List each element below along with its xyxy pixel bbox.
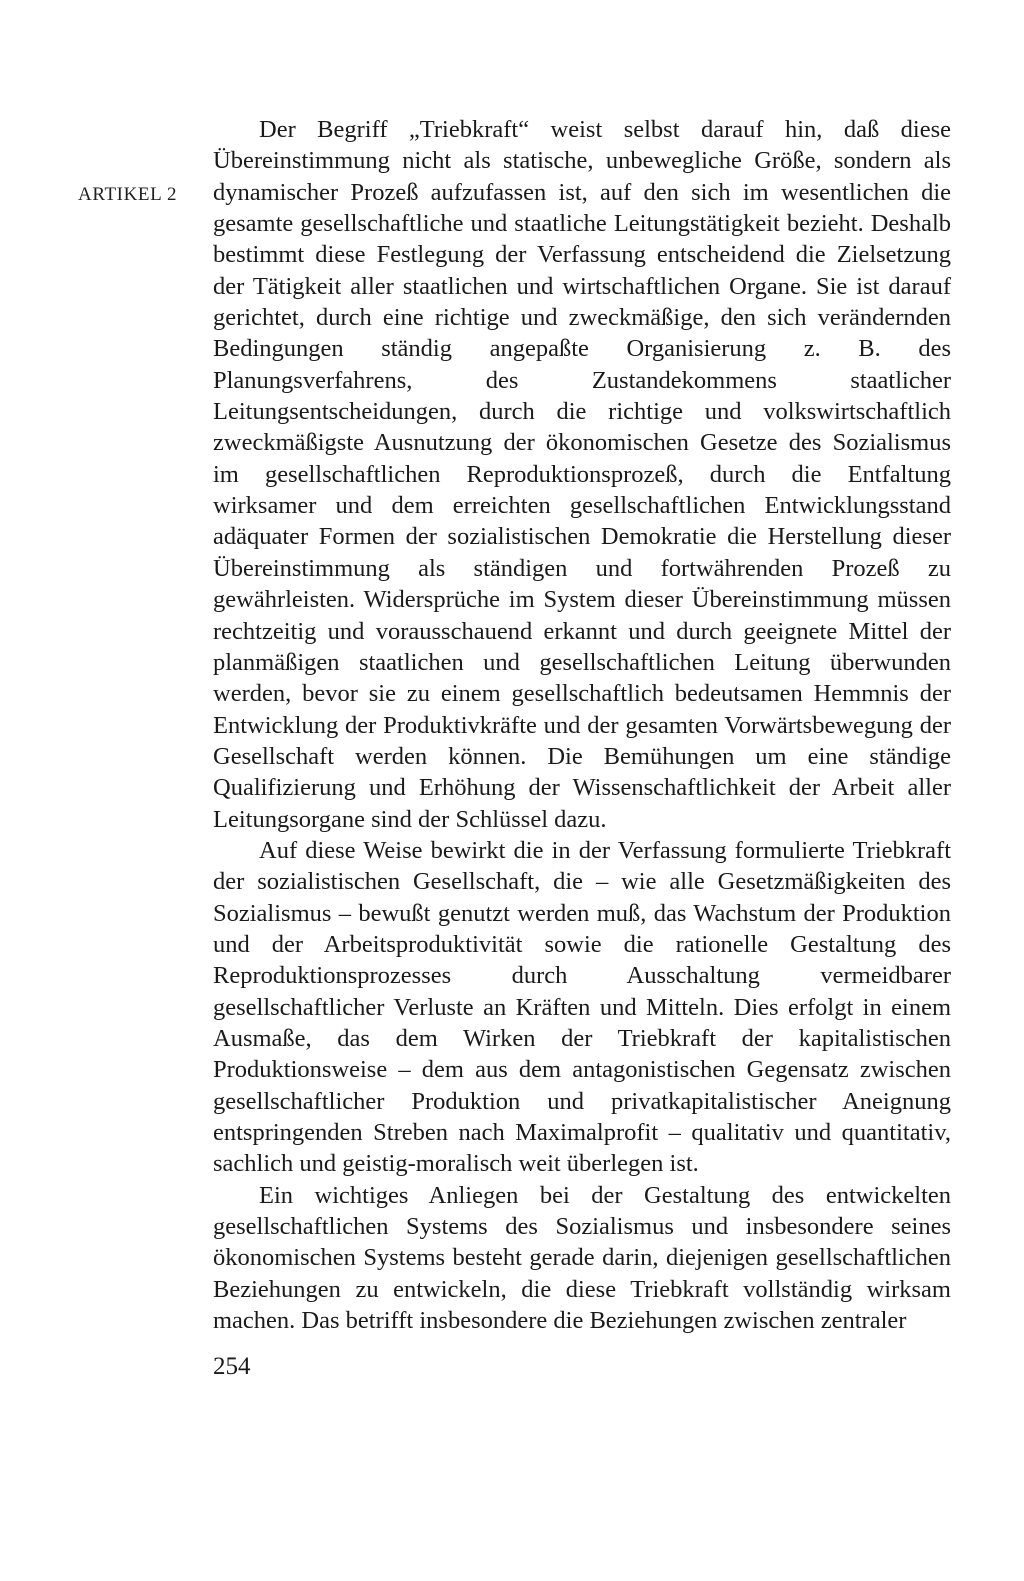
paragraph-3: Ein wichtiges Anliegen bei der Gestaltung des entwickelten gesellschaftlichen Systems des Sozialismus und insbesondere seines ökonomischen Systems besteht gerade darin, diejenigen gesellschaftlichen Beziehungen zu entwickeln, die diese Triebkraft vollständig wirksam machen. Das betrifft insbesondere die Beziehungen zwischen zentraler [213,1181,951,1335]
margin-note-article: ARTIKEL 2 [78,184,178,205]
paragraph-2: Auf diese Weise bewirkt die in der Verfassung formulierte Triebkraft der sozialistischen Gesellschaft, die – wie alle Gesetzmäßigkeiten des Sozialismus – bewußt genutzt werden muß, das Wachstum der Produktion und der Arbeitsproduktivität sowie die rationelle Gestaltung des Reproduktionsprozesses durch Ausschaltung vermeidbarer gesellschaftlicher Verluste an Kräften und Mitteln. Dies erfolgt in einem Ausmaße, das dem Wirken der Triebkraft der kapitalistischen Produktionsweise – dem aus dem antagonistischen Gegensatz zwischen gesellschaftlicher Produktion und privatkapitalistischer Aneignung entspringenden Streben nach Maximalprofit – qualitativ und quantitativ, sachlich und geistig-moralisch weit überlegen ist. [213,836,951,1178]
page-number: 254 [213,1353,251,1380]
paragraph-1: Der Begriff „Triebkraft“ weist selbst darauf hin, daß diese Übereinstimmung nicht als statische, unbewegliche Größe, sondern als dynamischer Prozeß aufzufassen ist, auf den sich im wesentlichen die gesamte gesellschaftliche und staatliche Leitungstätigkeit bezieht. Deshalb bestimmt diese Festlegung der Verfassung entscheidend die Zielsetzung der Tätigkeit aller staatlichen und wirtschaftlichen Organe. Sie ist darauf gerichtet, durch eine richtige und zweckmäßige, den sich verändernden Bedingungen ständig angepaßte Organisierung z. B. des Planungsverfahrens, des Zustandekommens staatlicher Leitungsentscheidungen, durch die richtige und volkswirtschaftlich zweckmäßigste Ausnutzung der ökonomischen Gesetze des Sozialismus im gesellschaftlichen Reproduktionsprozeß, durch die Entfaltung wirksamer und dem erreichten gesellschaftlichen Entwicklungsstand adäquater Formen der sozialistischen Demokratie die Herstellung dieser Übereinstimmung als ständigen und fortwährenden Prozeß zu gewährleisten. Widersprüche im System dieser Übereinstimmung müssen rechtzeitig und vorausschauend erkannt und durch geeignete Mittel der planmäßigen staatlichen und gesellschaftlichen Leitung überwunden werden, bevor sie zu einem gesellschaftlich bedeutsamen Hemmnis der Entwicklung der Produktivkräfte und der gesamten Vorwärtsbewegung der Gesellschaft werden können. Die Bemühungen um eine ständige Qualifizierung und Erhöhung der Wissenschaftlichkeit der Arbeit aller Leitungsorgane sind der Schlüssel dazu. [213,116,951,833]
body-text [213,114,951,1336]
